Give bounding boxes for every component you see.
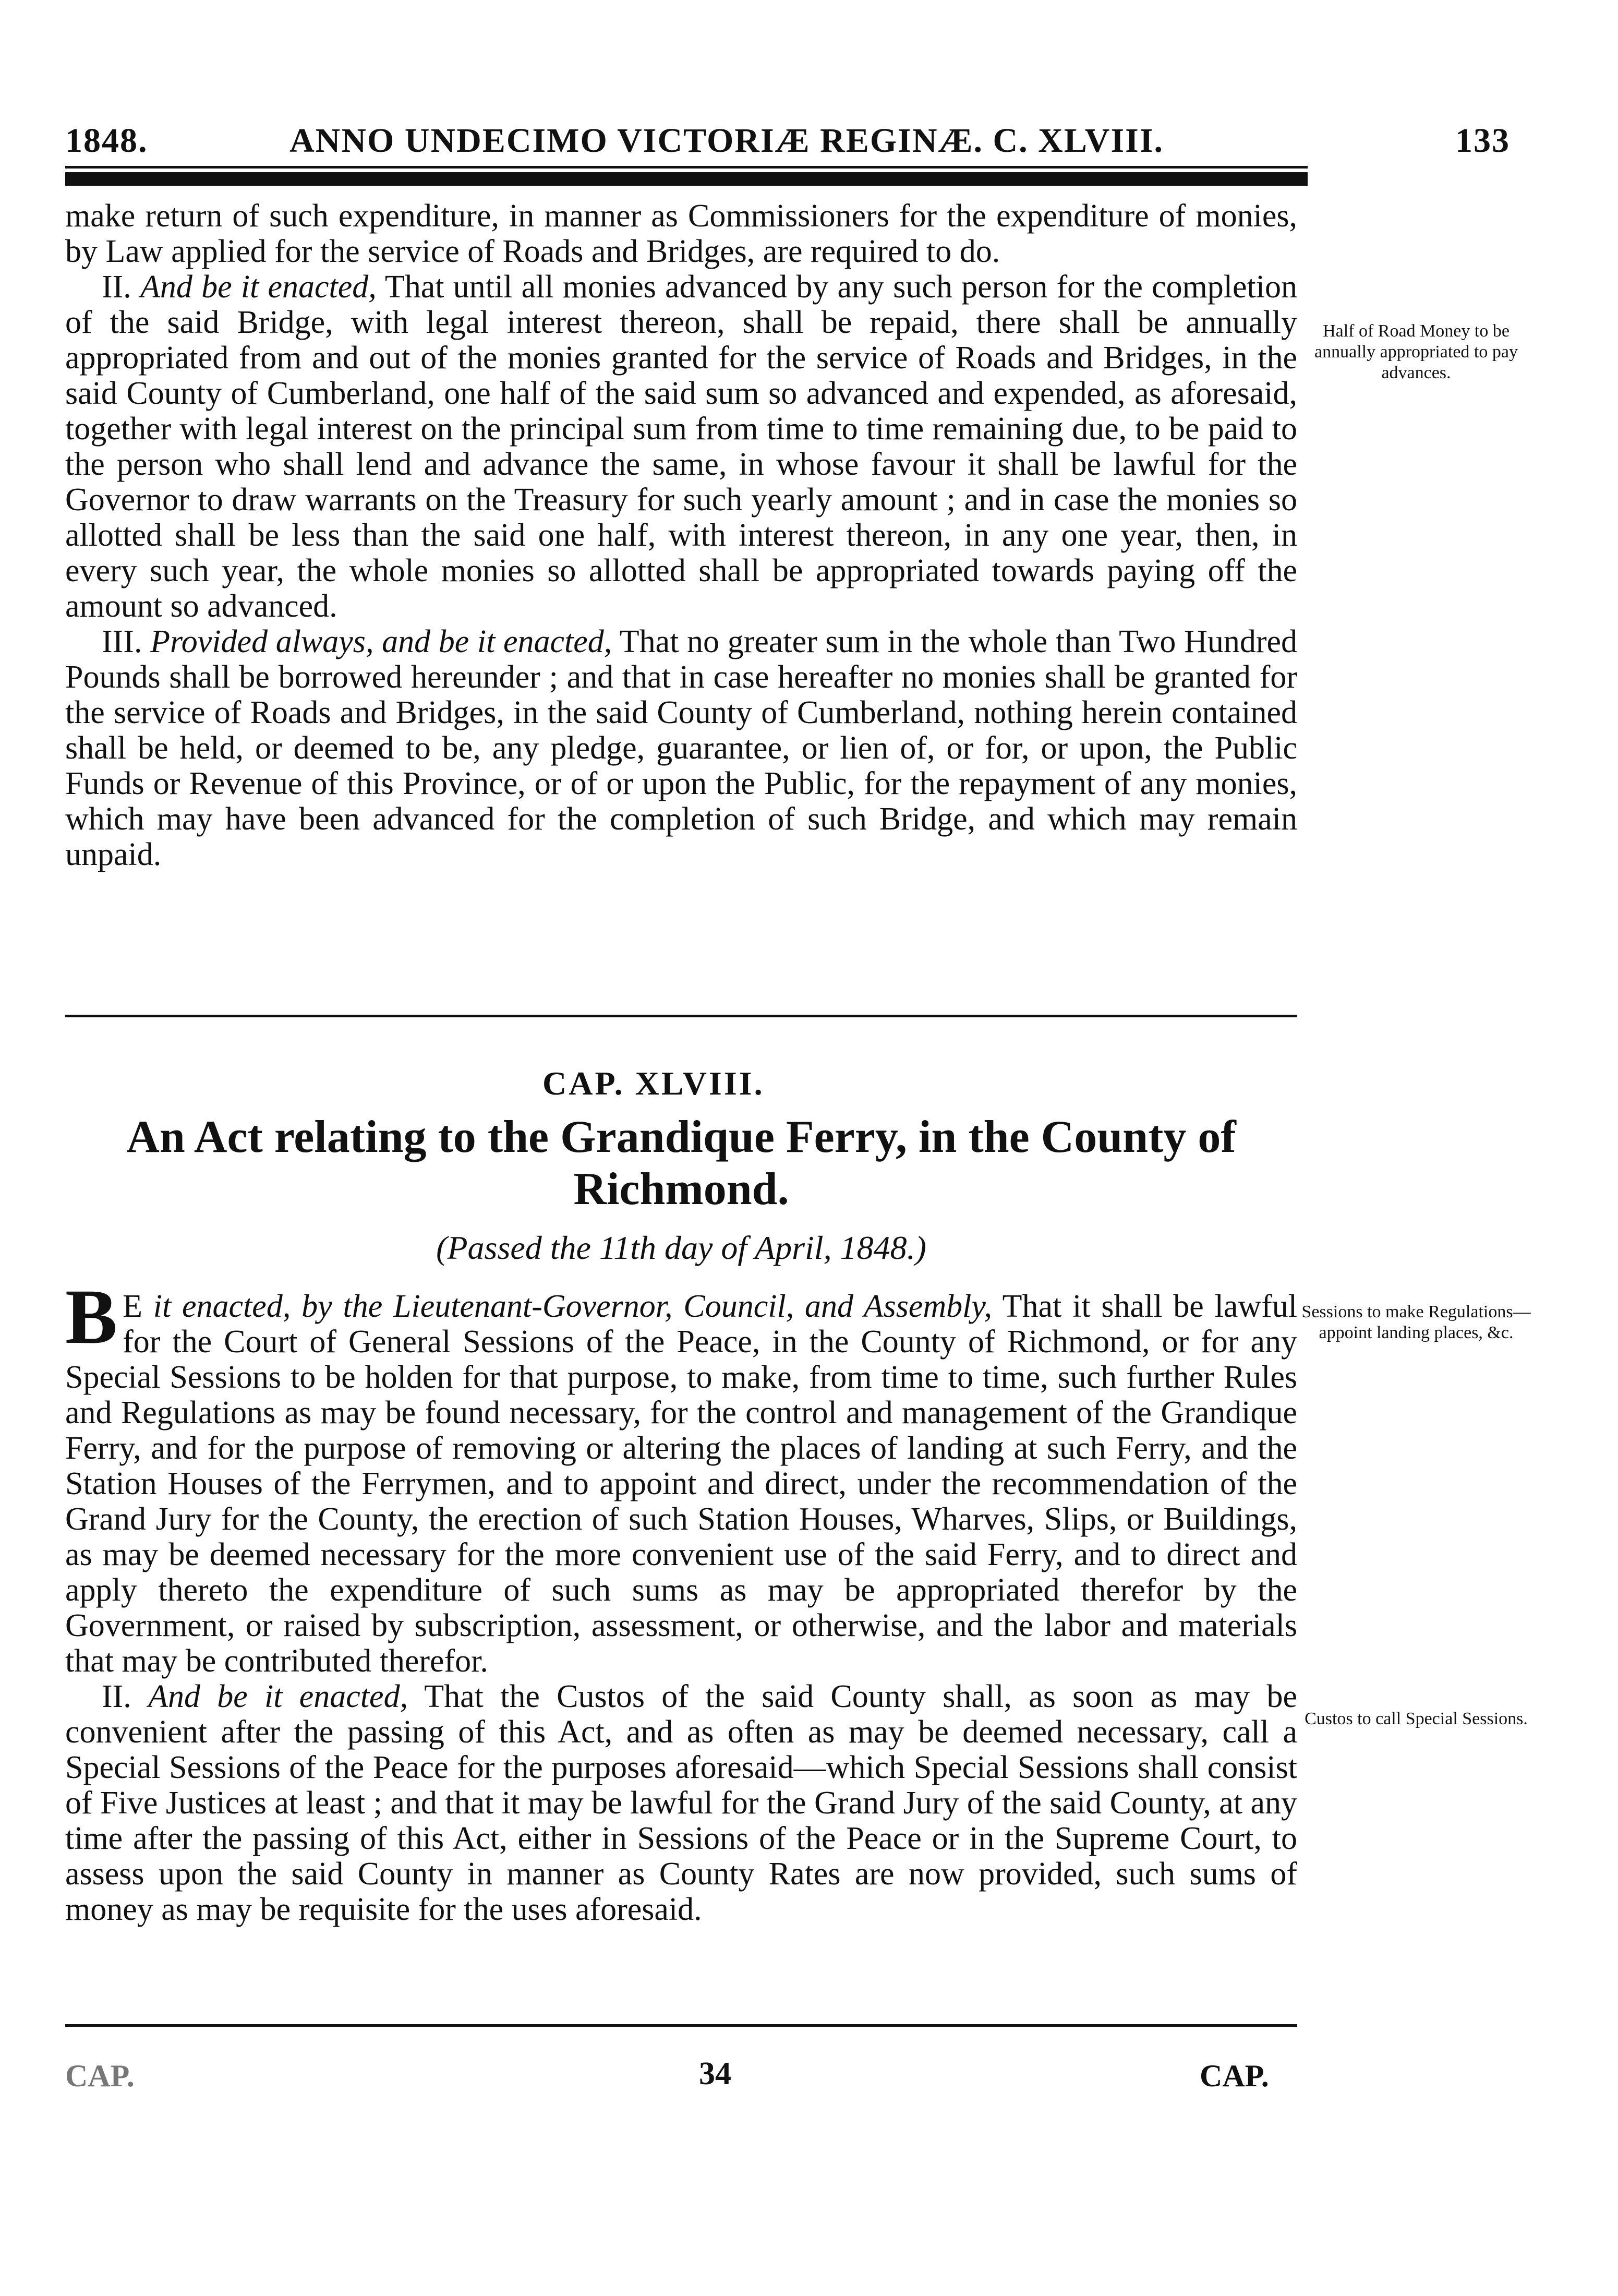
footer-rule	[65, 2024, 1297, 2027]
previous-act-text	[65, 198, 1297, 872]
act-title: An Act relating to the Grandique Ferry, in the County of Richmond.	[126, 1112, 1236, 1215]
act-section-1-enacting: it enacted, by the Lieutenant-Governor, Council, and Assembly,	[153, 1289, 992, 1324]
signature-mark: 34	[699, 2056, 731, 2091]
drop-cap: B	[65, 1273, 118, 1360]
section-3-paragraph	[65, 624, 1297, 872]
section-2-body: That until all monies advanced by any such person for the completion of the said Bridge, with legal interest thereon, shall be repaid, there shall be annually appropriated from and out of the monies granted for the service of Roads and Bridges, in the said County of Cumberland, one half of the said sum so advanced and expended, as aforesaid, together with legal interest on the principal sum from time to time remaining due, to be paid to the person who shall lend and advance the same, in whose favour it shall be lawful for the Governor to draw warrants on the Treasury for such yearly amount ; and in case the monies so allotted shall be less than the said one half, with interest thereon, in any one year, then, in every such year, the whole monies so allotted shall be appropriated towards paying off the amount so advanced.	[65, 269, 1298, 624]
act-section-2-number: II.	[102, 1679, 131, 1714]
margin-note-sessions: Sessions to make Regulations—appoint landing places, &c.	[1301, 1302, 1531, 1342]
footer-left-catchword: CAP.	[65, 2059, 135, 2093]
section-3-number: III.	[102, 624, 142, 659]
header-rule-thin	[65, 166, 1308, 169]
act-section-1-paragraph	[65, 1273, 1298, 1679]
margin-note-custos: Custos to call Special Sessions.	[1305, 1709, 1528, 1728]
section-2-number: II.	[102, 269, 131, 305]
section-separator-rule	[65, 1015, 1297, 1017]
continuation-paragraph: make return of such expenditure, in manner as Commissioners for the expenditure of monies, by Law applied for the service of Roads and Bridges, are required to do.	[65, 198, 1297, 269]
section-3-body: That no greater sum in the whole than Two Hundred Pounds shall be borrowed hereunder ; and that in case hereafter no monies shall be granted for the service of Roads and Bridges, in the said County of Cumberland, nothing herein contained shall be held, or deemed to be, any pledge, guarantee, or lien of, or for, or upon, the Public Funds or Revenue of this Province, or of or upon the Public, for the repayment of any monies, which may have been advanced for the completion of such Bridge, and which may remain unpaid.	[65, 624, 1297, 872]
running-title: ANNO UNDECIMO VICTORIÆ REGINÆ. C. XLVIII.	[289, 122, 1164, 160]
act-section-2-enacting: And be it enacted,	[148, 1679, 408, 1714]
act-section-2-body: That the Custos of the said County shall, as soon as may be convenient after the passing of this Act, and as often as may be deemed necessary, call a Special Sessions of the Peace for the purposes aforesaid—which Special Sessions shall consist of Five Justices at least ; and that it may be lawful for the Grand Jury of the said County, at any time after the passing of this Act, either in Sessions of the Peace or in the Supreme Court, to assess upon the said County in manner as County Rates are now provided, such sums of money as may be requisite for the uses aforesaid.	[65, 1679, 1297, 1927]
section-3-enacting: Provided always, and be it enacted,	[150, 624, 612, 659]
act-body-text	[65, 1273, 1298, 1927]
header-year: 1848.	[65, 122, 148, 160]
act-section-2-paragraph	[65, 1679, 1297, 1927]
page-number: 133	[1455, 122, 1510, 160]
section-2-enacting: And be it enacted,	[140, 269, 377, 305]
passed-date: (Passed the 11th day of April, 1848.)	[436, 1229, 926, 1266]
header-rule-thick	[65, 172, 1308, 186]
act-section-1-body: That it shall be lawful for the Court of General Sessions of the Peace, in the County of Richmond, or for any Special Sessions to be holden for that purpose, to make, from time to time, such further Rules and Regulations as may be found necessary, for the control and management of the Grandique Ferry, and for the purpose of removing or altering the places of landing at such Ferry, and the Station Houses of the Ferrymen, and to appoint and direct, under the recommendation of the Grand Jury for the County, the erection of such Station Houses, Wharves, Slips, or Buildings, as may be deemed necessary for the more convenient use of the said Ferry, and to direct and apply thereto the expenditure of such sums as may be appropriated therefor by the Government, or raised by subscription, assessment, or otherwise, and the labor and materials that may be contributed therefor.	[65, 1289, 1298, 1679]
cap-number: CAP. XLVIII.	[542, 1065, 765, 1102]
section-2-paragraph	[65, 269, 1297, 624]
margin-note-road-money: Half of Road Money to be annually appropriated to pay advances.	[1314, 321, 1518, 382]
section-1-first-letter: E	[123, 1289, 142, 1324]
footer-catchword: CAP.	[1200, 2059, 1269, 2093]
